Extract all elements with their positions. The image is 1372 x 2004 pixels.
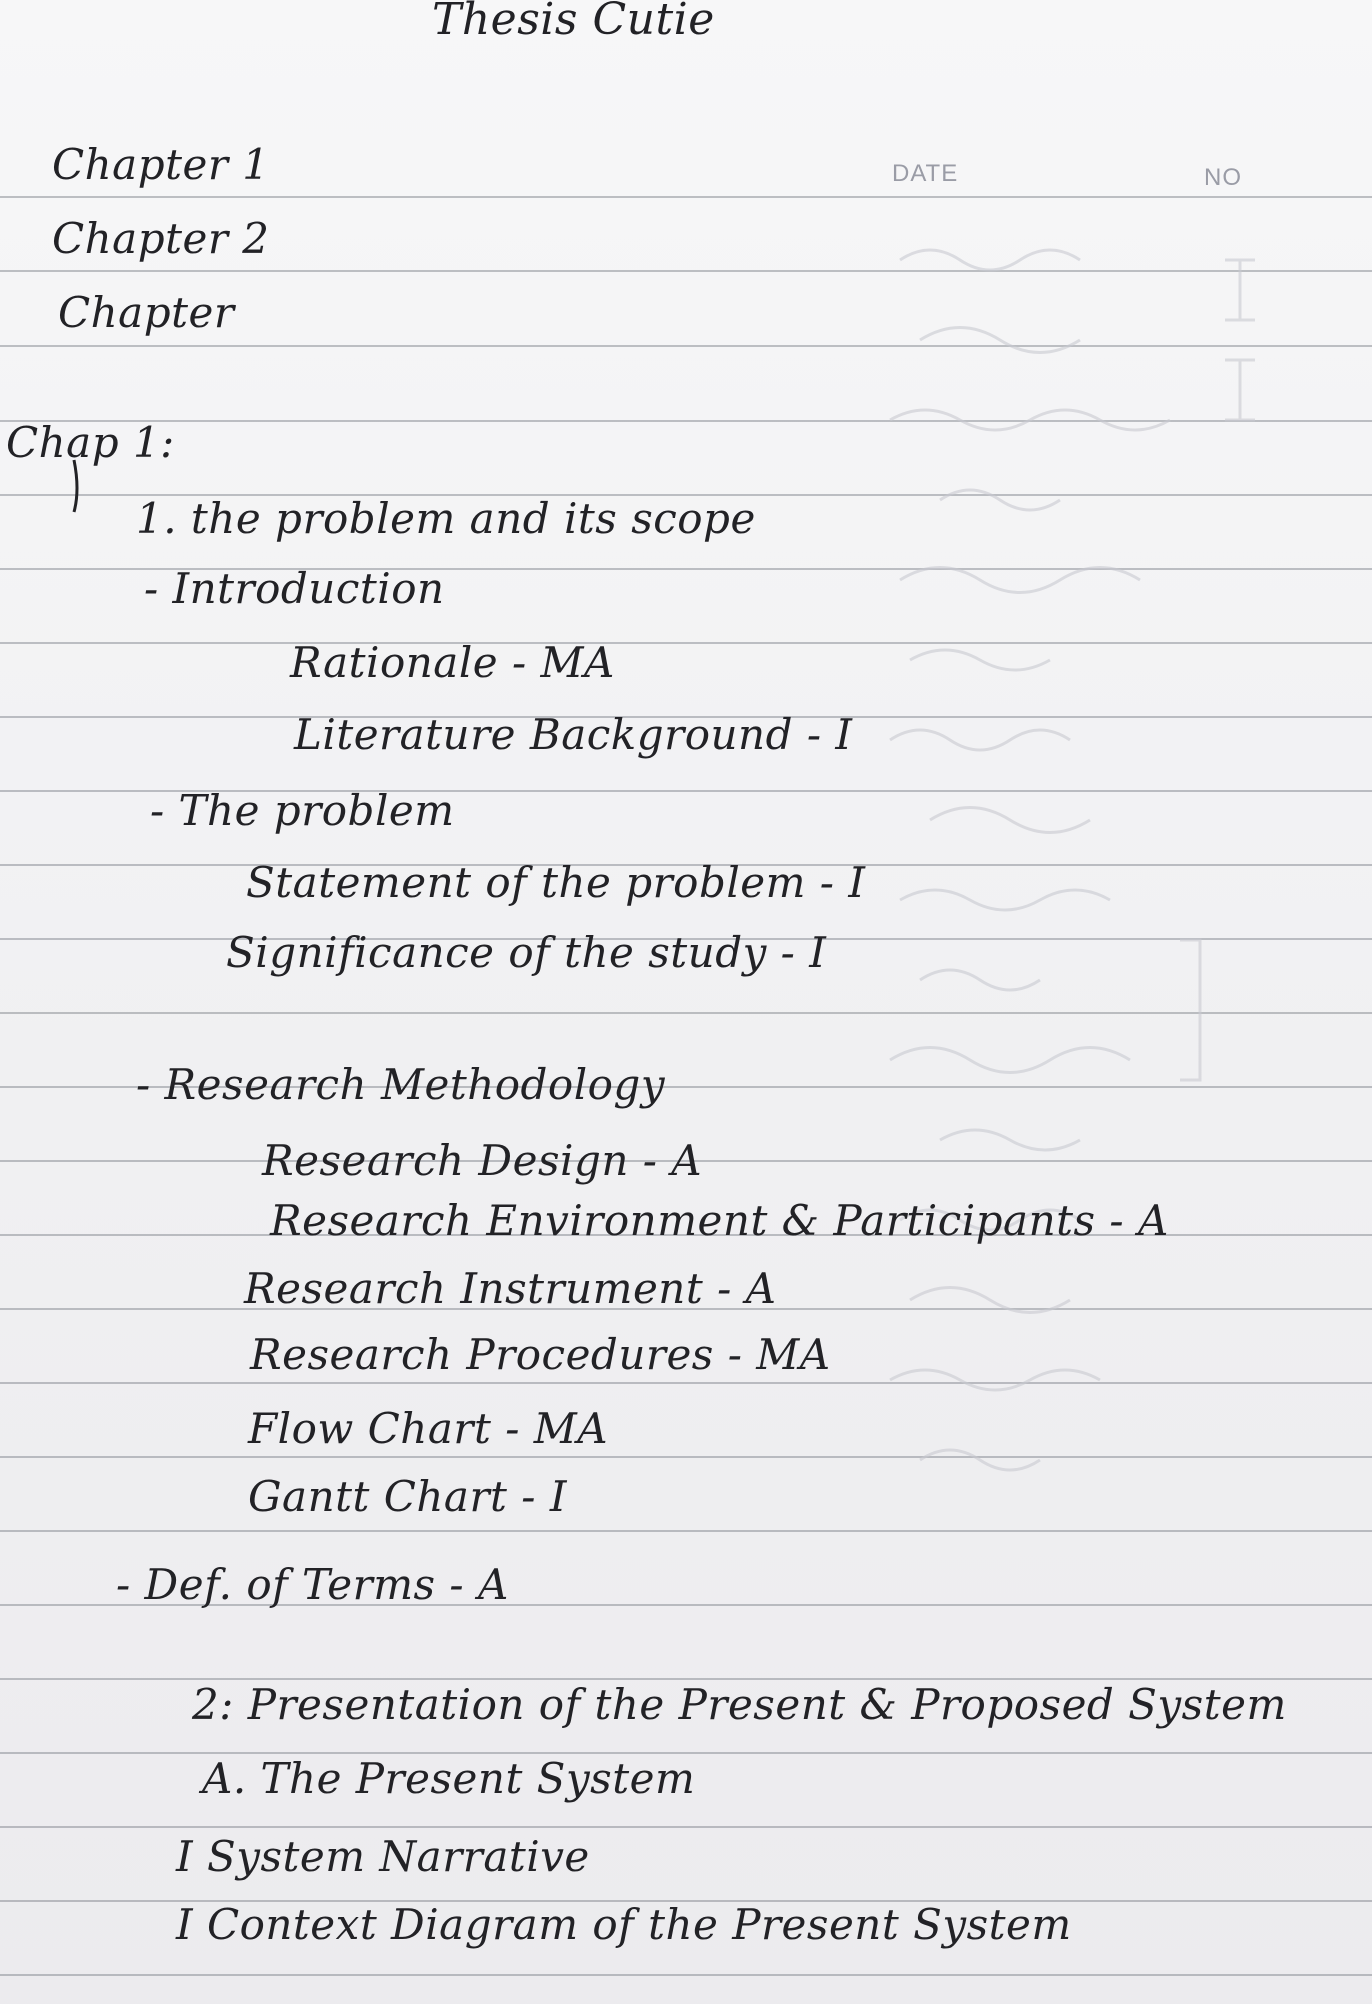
ruled-line — [0, 1826, 1372, 1828]
section-2-heading: 2: Presentation of the Present & Proposed System — [192, 1680, 1287, 1729]
gantt-chart-item: Gantt Chart - I — [248, 1472, 567, 1521]
significance-item: Significance of the study - I — [226, 928, 827, 977]
page-title: Thesis Cutie — [432, 0, 715, 45]
research-environment-item: Research Environment & Participants - A — [270, 1196, 1169, 1245]
present-system-subheading: A. The Present System — [202, 1754, 696, 1803]
ruled-line — [0, 196, 1372, 198]
literature-background-item: Literature Background - I — [294, 710, 853, 759]
system-narrative-item: I System Narrative — [176, 1832, 590, 1881]
flow-chart-item: Flow Chart - MA — [248, 1404, 609, 1453]
no-label: NO — [1204, 164, 1242, 191]
ruled-line — [0, 1974, 1372, 1976]
the-problem-label: - The problem — [150, 786, 455, 835]
research-instrument-item: Research Instrument - A — [244, 1264, 777, 1313]
chapter-1-label: Chapter 1 — [52, 140, 270, 189]
chap-heading: Chap 1: — [6, 418, 175, 467]
chapter-2-label: Chapter 2 — [52, 214, 270, 263]
chap-heading-stroke — [70, 458, 100, 518]
chapter-3-label: Chapter — [58, 288, 235, 337]
date-label: DATE — [892, 160, 959, 187]
research-procedures-item: Research Procedures - MA — [250, 1330, 831, 1379]
research-design-item: Research Design - A — [262, 1136, 703, 1185]
rationale-item: Rationale - MA — [290, 638, 615, 687]
statement-of-problem-item: Statement of the problem - I — [246, 858, 866, 907]
section-1-heading: 1. the problem and its scope — [136, 494, 756, 543]
research-methodology-label: - Research Methodology — [136, 1060, 666, 1109]
definition-of-terms-item: - Def. of Terms - A — [116, 1560, 509, 1609]
introduction-label: - Introduction — [144, 564, 445, 613]
context-diagram-item: I Context Diagram of the Present System — [176, 1900, 1072, 1949]
bleed-through-marks — [880, 220, 1340, 1780]
